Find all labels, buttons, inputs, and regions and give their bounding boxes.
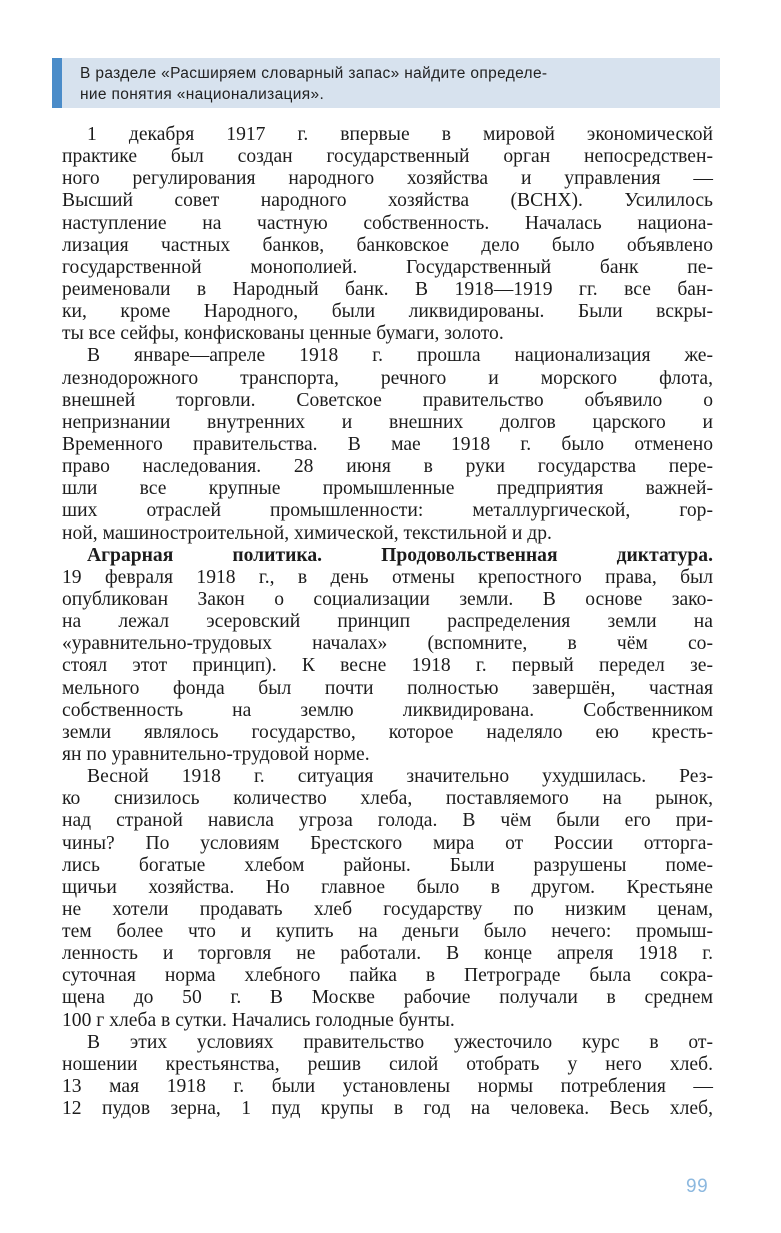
text-line: Весной 1918 г. ситуация значительно ухудшилась. Рез- <box>87 766 713 788</box>
text-line: государственной монополией. Государственный банк пе- <box>62 256 713 278</box>
task-callout <box>52 58 720 108</box>
text-line: на лежал эсеровский принцип распределения земли на <box>62 611 713 633</box>
text-line: стоял этот принцип). К весне 1918 г. первый передел зе- <box>62 655 713 677</box>
text-line: внешней торговли. Советское правительство объявило о <box>62 389 713 411</box>
text-line: над страной нависла угроза голода. В чём были его при- <box>62 810 713 832</box>
text-line: не хотели продавать хлеб государству по низким ценам, <box>62 898 713 920</box>
text-line: Высший совет народного хозяйства (ВСНХ). Усилилось <box>62 190 713 212</box>
text-line: мельного фонда был почти полностью завершён, частная <box>62 677 713 699</box>
text-line: 12 пудов зерна, 1 пуд крупы в год на человека. Весь хлеб, <box>62 1098 713 1120</box>
text-line: 100 г хлеба в сутки. Начались голодные бунты. <box>62 1009 455 1031</box>
text-line: ян по уравнительно-трудовой норме. <box>62 743 370 765</box>
text-line: лись богатые хлебом районы. Были разрушены поме- <box>62 854 713 876</box>
callout-accent-bar <box>52 58 62 108</box>
text-line: ношении крестьянства, решив силой отобрать у него хлеб. <box>62 1053 713 1075</box>
text-line: ших отраслей промышленности: металлургической, гор- <box>62 500 713 522</box>
text-line: щичьи хозяйства. Но главное было в другом. Крестьяне <box>62 876 713 898</box>
text-line: чины? По условиям Брестского мира от России отторга- <box>62 832 713 854</box>
text-line: наступление на частную собственность. Началась национа- <box>62 212 713 234</box>
text-line: непризнании внутренних и внешних долгов царского и <box>62 411 713 433</box>
paragraph <box>62 345 713 544</box>
text-line: 19 февраля 1918 г., в день отмены крепостного права, был <box>62 566 713 588</box>
main-text <box>62 124 713 1120</box>
text-line: опубликован Закон о социализации земли. В основе зако- <box>62 588 713 610</box>
text-line: щена до 50 г. В Москве рабочие получали в среднем <box>62 987 713 1009</box>
callout-line: В разделе «Расширяем словарный запас» найдите определе- <box>80 65 548 82</box>
text-line: лизация частных банков, банковское дело было объявлено <box>62 234 713 256</box>
callout-line: ние понятия «национализация». <box>80 86 325 103</box>
text-line: 13 мая 1918 г. были установлены нормы потребления — <box>62 1076 713 1098</box>
text-line: ной, машиностроительной, химической, текстильной и др. <box>62 522 552 544</box>
text-line: «уравнительно-трудовых началах» (вспомните, в чём со- <box>62 633 713 655</box>
text-line: Временного правительства. В мае 1918 г. было отменено <box>62 433 713 455</box>
text-line: практике был создан государственный орган непосредствен- <box>62 146 713 168</box>
paragraph <box>62 124 713 345</box>
paragraph <box>62 1032 713 1121</box>
text-line: собственность на землю ликвидирована. Собственником <box>62 699 713 721</box>
text-line: реименовали в Народный банк. В 1918—1919 гг. все бан- <box>62 278 713 300</box>
text-line: ты все сейфы, конфискованы ценные бумаги, золото. <box>62 323 504 345</box>
text-line: В этих условиях правительство ужесточило курс в от- <box>87 1031 713 1053</box>
text-line: шли все крупные промышленные предприятия важней- <box>62 478 713 500</box>
paragraph <box>62 545 713 766</box>
text-line: ко снизилось количество хлеба, поставляемого на рынок, <box>62 788 713 810</box>
section-heading: Аграрная политика. Продовольственная диктатура. <box>87 544 713 566</box>
text-line: тем более что и купить на деньги было нечего: промыш- <box>62 921 713 943</box>
text-line: ленность и торговля не работали. В конце апреля 1918 г. <box>62 943 713 965</box>
callout-text <box>80 63 716 105</box>
text-line: ки, кроме Народного, были ликвидированы. Были вскры- <box>62 301 713 323</box>
text-line: лезнодорожного транспорта, речного и морского флота, <box>62 367 713 389</box>
text-line: ного регулирования народного хозяйства и управления — <box>62 168 713 190</box>
page-number: 99 <box>686 1176 709 1197</box>
text-line: земли являлось государство, которое наделяло ею кресть- <box>62 721 713 743</box>
paragraph <box>62 766 713 1032</box>
text-line: В январе—апреле 1918 г. прошла национализация же- <box>87 345 713 367</box>
text-line: суточная норма хлебного пайка в Петрограде была сокра- <box>62 965 713 987</box>
text-line: 1 декабря 1917 г. впервые в мировой экономической <box>87 124 713 145</box>
text-line: право наследования. 28 июня в руки государства пере- <box>62 456 713 478</box>
